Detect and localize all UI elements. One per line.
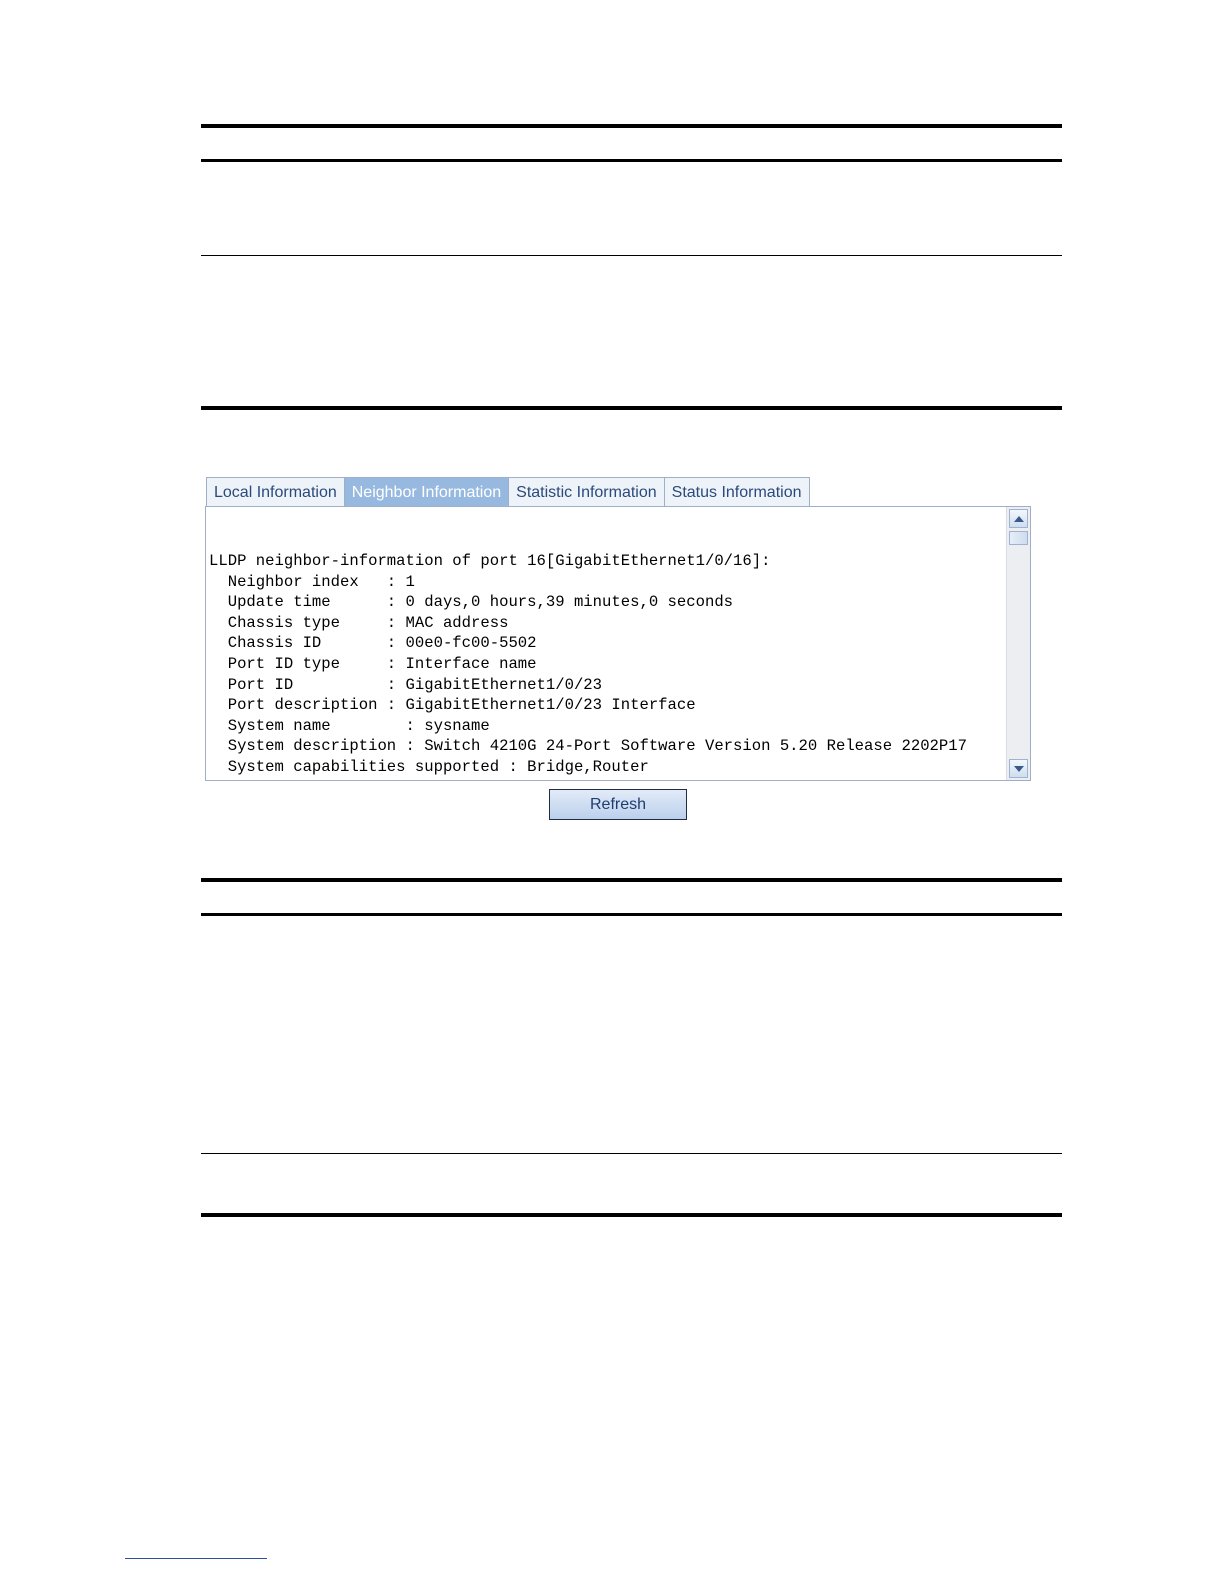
info-line-chassis-type: Chassis type : MAC address bbox=[209, 613, 509, 632]
info-line-update-time: Update time : 0 days,0 hours,39 minutes,0 seconds bbox=[209, 593, 734, 612]
scroll-down-button[interactable] bbox=[1009, 759, 1028, 778]
info-line-port-id-type: Port ID type : Interface name bbox=[209, 654, 537, 673]
table2-top-rule bbox=[201, 878, 1062, 882]
blank-line bbox=[209, 507, 1006, 551]
table-top-rule bbox=[201, 124, 1062, 128]
table2-header-rule bbox=[201, 913, 1062, 916]
info-line-system-name: System name : sysname bbox=[209, 716, 490, 735]
refresh-button[interactable]: Refresh bbox=[549, 789, 687, 820]
tab-local-information[interactable]: Local Information bbox=[207, 478, 345, 506]
tab-neighbor-information[interactable]: Neighbor Information bbox=[345, 478, 509, 506]
scroll-up-button[interactable] bbox=[1009, 509, 1028, 528]
table-row-divider bbox=[201, 255, 1062, 256]
info-line-system-description: System description : Switch 4210G 24-Port Software Version 5.20 Release 2202P17 bbox=[209, 737, 967, 756]
arrow-down-icon bbox=[1014, 766, 1024, 772]
tab-statistic-information[interactable]: Statistic Information bbox=[509, 478, 665, 506]
info-line-system-capabilities: System capabilities supported : Bridge,Router bbox=[209, 757, 649, 776]
neighbor-info-textbox[interactable] bbox=[205, 506, 1031, 781]
vertical-scrollbar[interactable] bbox=[1006, 507, 1030, 780]
tab-bar bbox=[206, 477, 810, 506]
tab-status-information[interactable]: Status Information bbox=[671, 484, 802, 501]
info-line-neighbor-index: Neighbor index : 1 bbox=[209, 572, 415, 591]
info-line-port-description: Port description : GigabitEthernet1/0/23 Interface bbox=[209, 696, 696, 715]
info-line-port-id: Port ID : GigabitEthernet1/0/23 bbox=[209, 675, 603, 694]
footnote-separator bbox=[125, 1558, 267, 1559]
table-bottom-rule bbox=[201, 406, 1062, 410]
table2-row-divider bbox=[201, 1153, 1062, 1154]
table2-bottom-rule bbox=[201, 1213, 1062, 1217]
scrollbar-thumb[interactable] bbox=[1009, 531, 1028, 545]
info-header: LLDP neighbor-information of port 16[GigabitEthernet1/0/16]: bbox=[209, 552, 771, 570]
neighbor-info-text bbox=[209, 507, 1006, 780]
lldp-information-panel bbox=[205, 477, 1031, 822]
info-line-chassis-id: Chassis ID : 00e0-fc00-5502 bbox=[209, 634, 537, 653]
table-header-rule bbox=[201, 159, 1062, 162]
arrow-up-icon bbox=[1014, 516, 1024, 522]
